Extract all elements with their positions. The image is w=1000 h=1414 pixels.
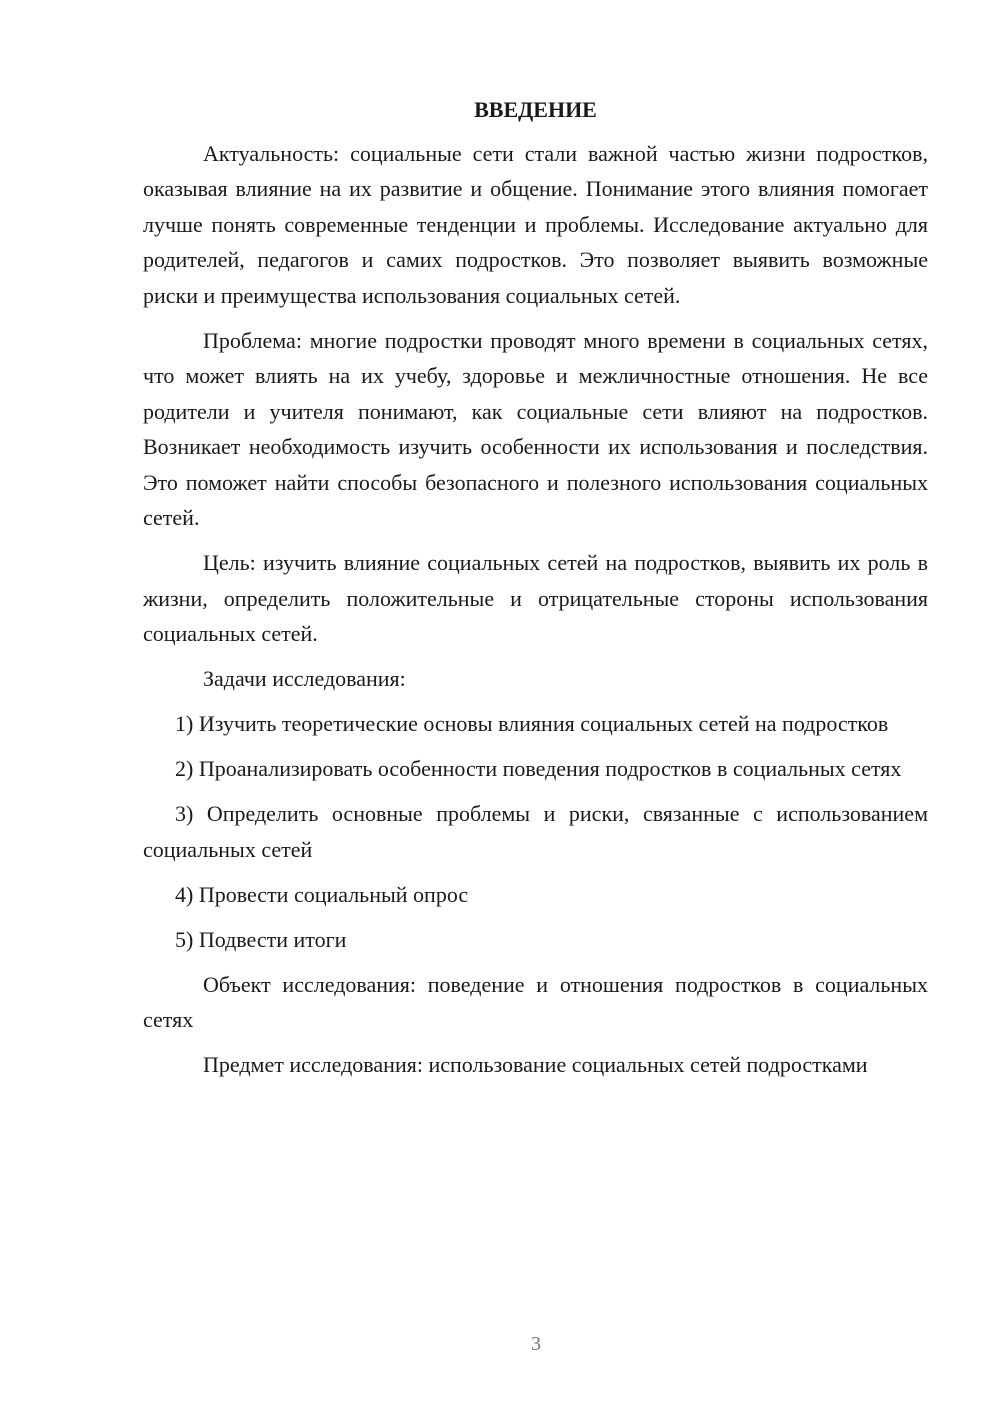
document-body (143, 92, 928, 1092)
paragraph-problem: Проблема: многие подростки проводят много времени в социальных сетях, что может влиять на их учебу, здоровье и межличностные отношения. Не все родители и учителя понимают, как социальные сети влияют на подростков. Возникает необходимость изучить особенности их использования и последствия. Это поможет найти способы безопасного и полезного использования социальных сетей. (143, 327, 928, 530)
paragraph-relevance: Актуальность: социальные сети стали важной частью жизни подростков, оказывая влияние на их развитие и общение. Понимание этого влияния помогает лучше понять современные тенденции и проблемы. Исследование актуально для родителей, педагогов и самих подростков. Это позволяет выявить возможные риски и преимущества использования социальных сетей. (143, 140, 928, 308)
paragraph-subject: Предмет исследования: использование социальных сетей подростками (203, 1052, 868, 1077)
task-item-2: 2) Проанализировать особенности поведения подростков в социальных сетях (175, 756, 902, 781)
task-item-3: 3) Определить основные проблемы и риски, связанные с использованием социальных сетей (143, 801, 928, 862)
paragraph-goal: Цель: изучить влияние социальных сетей на подростков, выявить их роль в жизни, определить положительные и отрицательные стороны использования социальных сетей. (143, 550, 928, 646)
page-number: 3 (531, 1333, 541, 1355)
task-item-5: 5) Подвести итоги (175, 926, 347, 952)
page-title: ВВЕДЕНИЕ (474, 97, 597, 122)
task-item-4: 4) Провести социальный опрос (175, 881, 469, 907)
tasks-heading: Задачи исследования: (203, 666, 406, 691)
paragraph-object: Объект исследования: поведение и отношения подростков в социальных сетях (143, 971, 928, 1032)
task-item-1: 1) Изучить теоретические основы влияния социальных сетей на подростков (175, 711, 889, 736)
